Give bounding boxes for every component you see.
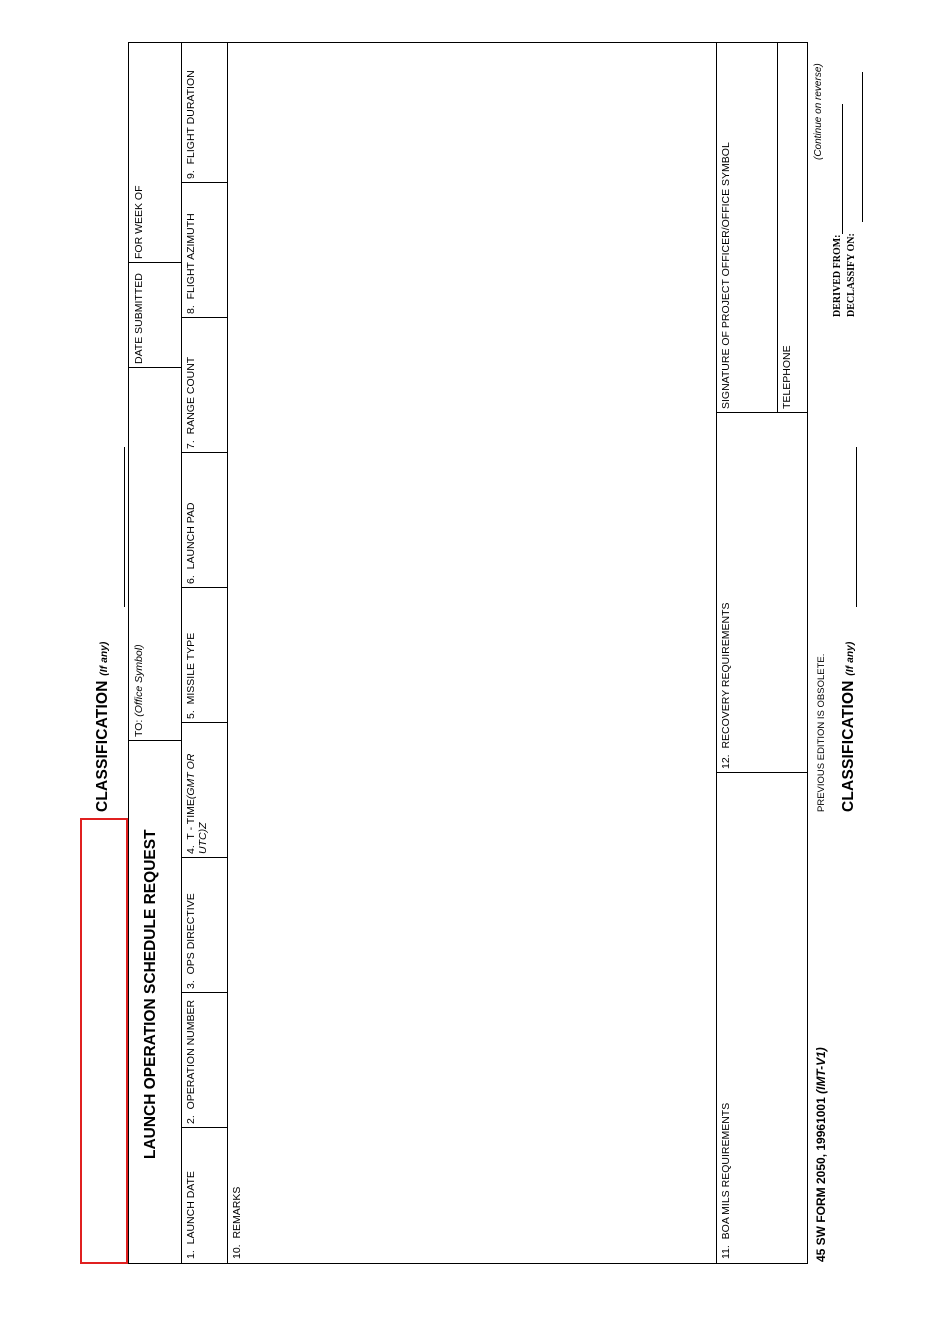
top-classification-if-any: (If any): [99, 641, 110, 676]
col-divider-5: [181, 722, 227, 723]
remarks-field[interactable]: 10. REMARKS: [231, 1186, 243, 1259]
col-flight-duration[interactable]: 9. FLIGHT DURATION: [185, 70, 197, 179]
col-divider-3: [181, 992, 227, 993]
header-divider-week: [129, 262, 181, 263]
telephone-field[interactable]: TELEPHONE: [781, 345, 793, 409]
bottom-divider-signature: [716, 412, 807, 413]
col-divider-9: [181, 182, 227, 183]
header-divider-to: [129, 740, 181, 741]
col-divider-2: [181, 1127, 227, 1128]
form-id-text: 45 SW FORM 2050, 19961001: [814, 1097, 828, 1262]
continue-on-reverse: (Continue on reverse): [813, 63, 824, 160]
col-range-count[interactable]: 7. RANGE COUNT: [185, 356, 197, 449]
col-divider-6: [181, 587, 227, 588]
remarks-bottom-divider: [716, 43, 717, 1263]
col-divider-4: [181, 857, 227, 858]
header-divider-date: [129, 367, 181, 368]
form-id: [814, 1047, 828, 1262]
date-submitted-field[interactable]: DATE SUBMITTED: [133, 273, 145, 364]
col-divider-7: [181, 452, 227, 453]
telephone-divider: [777, 43, 778, 413]
previous-edition-note: PREVIOUS EDITION IS OBSOLETE.: [816, 653, 827, 812]
boa-mils-field[interactable]: 11. BOA MILS REQUIREMENTS: [720, 1102, 732, 1259]
declassify-on-line[interactable]: [862, 72, 863, 222]
form-title: LAUNCH OPERATION SCHEDULE REQUEST: [142, 829, 159, 1159]
bottom-classification-text: CLASSIFICATION: [840, 680, 857, 812]
derived-from-line[interactable]: [842, 104, 843, 234]
col-operation-number[interactable]: 2. OPERATION NUMBER: [185, 999, 197, 1124]
to-note: (Office Symbol): [133, 644, 145, 717]
red-highlight-box: [80, 818, 128, 1264]
top-classification-line: [124, 447, 125, 607]
col-missile-type[interactable]: 5. MISSILE TYPE: [185, 632, 197, 719]
col-launch-date[interactable]: 1. LAUNCH DATE: [185, 1171, 197, 1259]
top-classification: [94, 641, 112, 812]
form-grid: [128, 42, 808, 1264]
bottom-classification: [840, 641, 858, 812]
bottom-divider-recovery: [716, 772, 807, 773]
declassify-on-label: DECLASSIFY ON:: [846, 233, 857, 317]
col-launch-pad[interactable]: 6. LAUNCH PAD: [185, 502, 197, 584]
col-ops-directive[interactable]: 3. OPS DIRECTIVE: [185, 893, 197, 989]
form-version: (IMT-V1): [814, 1047, 828, 1094]
col-flight-azimuth[interactable]: 8. FLIGHT AZIMUTH: [185, 213, 197, 314]
bottom-classification-if-any: (If any): [845, 641, 856, 676]
col-t-time[interactable]: 4. T - TIME(GMT OR UTC)Z: [185, 753, 209, 854]
bottom-classification-line: [856, 447, 857, 607]
to-label: TO:: [133, 719, 145, 737]
to-field[interactable]: [133, 644, 145, 737]
recovery-field[interactable]: 12. RECOVERY REQUIREMENTS: [720, 602, 732, 769]
derived-from-label: DERIVED FROM:: [832, 234, 843, 317]
column-row-divider: [227, 43, 228, 1263]
top-classification-text: CLASSIFICATION: [94, 680, 111, 812]
for-week-of-field[interactable]: FOR WEEK OF: [133, 185, 145, 259]
signature-field[interactable]: SIGNATURE OF PROJECT OFFICER/OFFICE SYMBOL: [720, 142, 732, 409]
col-divider-8: [181, 317, 227, 318]
header-row-divider: [181, 43, 182, 1263]
